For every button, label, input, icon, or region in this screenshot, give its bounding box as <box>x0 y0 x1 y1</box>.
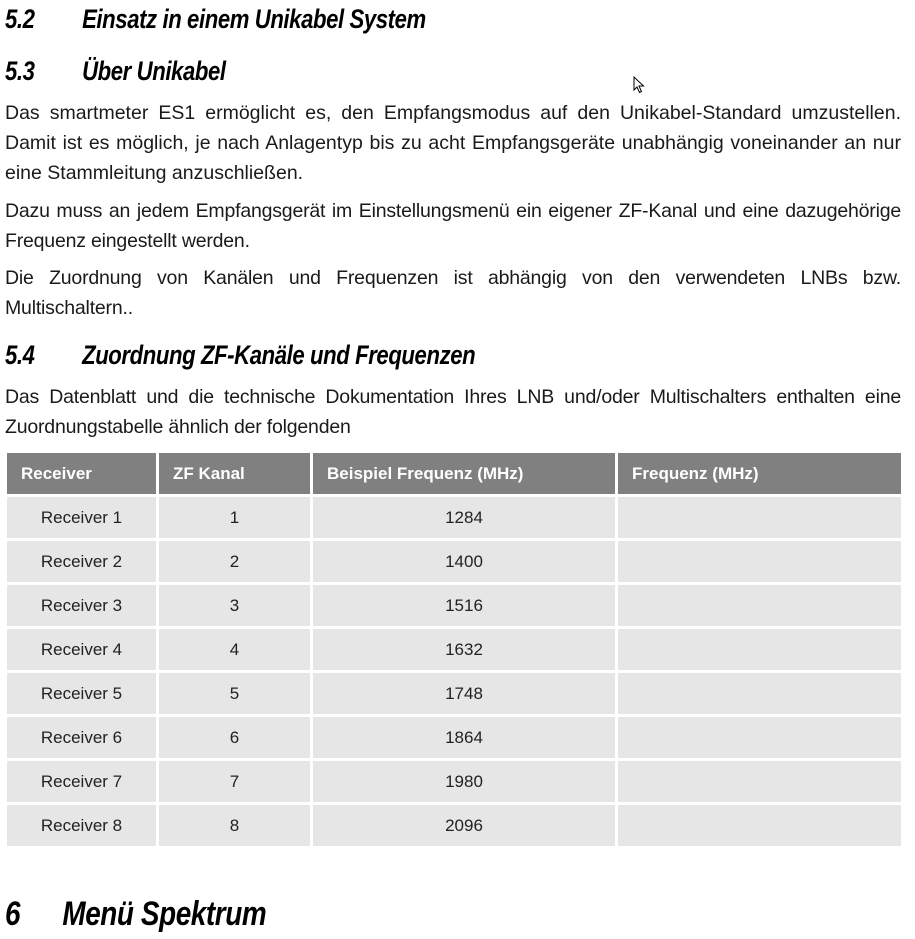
mouse-pointer-icon <box>633 76 645 94</box>
cell-zf-kanal: 7 <box>159 761 310 802</box>
cell-receiver: Receiver 5 <box>7 673 156 714</box>
cell-receiver: Receiver 8 <box>7 805 156 846</box>
cell-beispiel-frequenz: 1980 <box>313 761 615 802</box>
heading-number: 6 <box>5 895 21 933</box>
frequency-assignment-table <box>4 450 904 849</box>
table-row <box>7 761 901 802</box>
cell-frequenz <box>618 673 901 714</box>
heading-title: Über Unikabel <box>82 56 226 86</box>
cell-frequenz <box>618 629 901 670</box>
cell-frequenz <box>618 497 901 538</box>
cell-receiver: Receiver 6 <box>7 717 156 758</box>
cell-beispiel-frequenz: 1632 <box>313 629 615 670</box>
column-header-zf-kanal: ZF Kanal <box>159 453 310 494</box>
cell-zf-kanal: 6 <box>159 717 310 758</box>
heading-6 <box>5 895 267 934</box>
cell-receiver: Receiver 7 <box>7 761 156 802</box>
cell-receiver: Receiver 3 <box>7 585 156 626</box>
cell-receiver: Receiver 2 <box>7 541 156 582</box>
heading-number: 5.4 <box>5 340 35 370</box>
cell-beispiel-frequenz: 1864 <box>313 717 615 758</box>
cell-zf-kanal: 3 <box>159 585 310 626</box>
column-header-frequenz: Frequenz (MHz) <box>618 453 901 494</box>
cell-beispiel-frequenz: 1516 <box>313 585 615 626</box>
table-row <box>7 673 901 714</box>
cell-frequenz <box>618 805 901 846</box>
heading-number: 5.3 <box>5 56 35 86</box>
cell-frequenz <box>618 541 901 582</box>
column-header-beispiel-frequenz: Beispiel Frequenz (MHz) <box>313 453 615 494</box>
table-header-row <box>7 453 901 494</box>
paragraph-datasheet: Das Datenblatt und die technische Dokumentation Ihres LNB und/oder Multischalters enthalten eine Zuordnungstabelle ähnlich der folgenden <box>5 386 901 438</box>
paragraph-unikabel-intro: Das smartmeter ES1 ermöglicht es, den Empfangsmodus auf den Unikabel-Standard umzustellen. Damit ist es möglich, je nach Anlagentyp bis zu acht Empfangsgeräte unabhängig voneinander an nur eine Stammleitung anzuschließen. <box>5 102 901 184</box>
cell-receiver: Receiver 1 <box>7 497 156 538</box>
cell-beispiel-frequenz: 1400 <box>313 541 615 582</box>
table-row <box>7 541 901 582</box>
cell-zf-kanal: 5 <box>159 673 310 714</box>
cell-beispiel-frequenz: 1748 <box>313 673 615 714</box>
cell-zf-kanal: 1 <box>159 497 310 538</box>
cell-frequenz <box>618 585 901 626</box>
cell-zf-kanal: 4 <box>159 629 310 670</box>
table-row <box>7 585 901 626</box>
heading-5-3 <box>5 56 226 87</box>
heading-title: Menü Spektrum <box>62 895 267 933</box>
heading-number: 5.2 <box>5 4 35 34</box>
cell-frequenz <box>618 717 901 758</box>
heading-title: Einsatz in einem Unikabel System <box>82 4 426 34</box>
table-row <box>7 497 901 538</box>
cell-frequenz <box>618 761 901 802</box>
table-row <box>7 629 901 670</box>
cell-beispiel-frequenz: 2096 <box>313 805 615 846</box>
table-row <box>7 805 901 846</box>
cell-receiver: Receiver 4 <box>7 629 156 670</box>
table-row <box>7 717 901 758</box>
heading-5-2 <box>5 4 426 35</box>
cell-beispiel-frequenz: 1284 <box>313 497 615 538</box>
heading-5-4 <box>5 340 476 371</box>
heading-title: Zuordnung ZF-Kanäle und Frequenzen <box>82 340 476 370</box>
cell-zf-kanal: 8 <box>159 805 310 846</box>
cell-zf-kanal: 2 <box>159 541 310 582</box>
paragraph-assignment: Die Zuordnung von Kanälen und Frequenzen ist abhängig von den verwendeten LNBs bzw. Multischaltern.. <box>5 267 901 319</box>
paragraph-zf-setting: Dazu muss an jedem Empfangsgerät im Einstellungsmenü ein eigener ZF-Kanal und eine dazugehörige Frequenz eingestellt werden. <box>5 200 901 252</box>
column-header-receiver: Receiver <box>7 453 156 494</box>
